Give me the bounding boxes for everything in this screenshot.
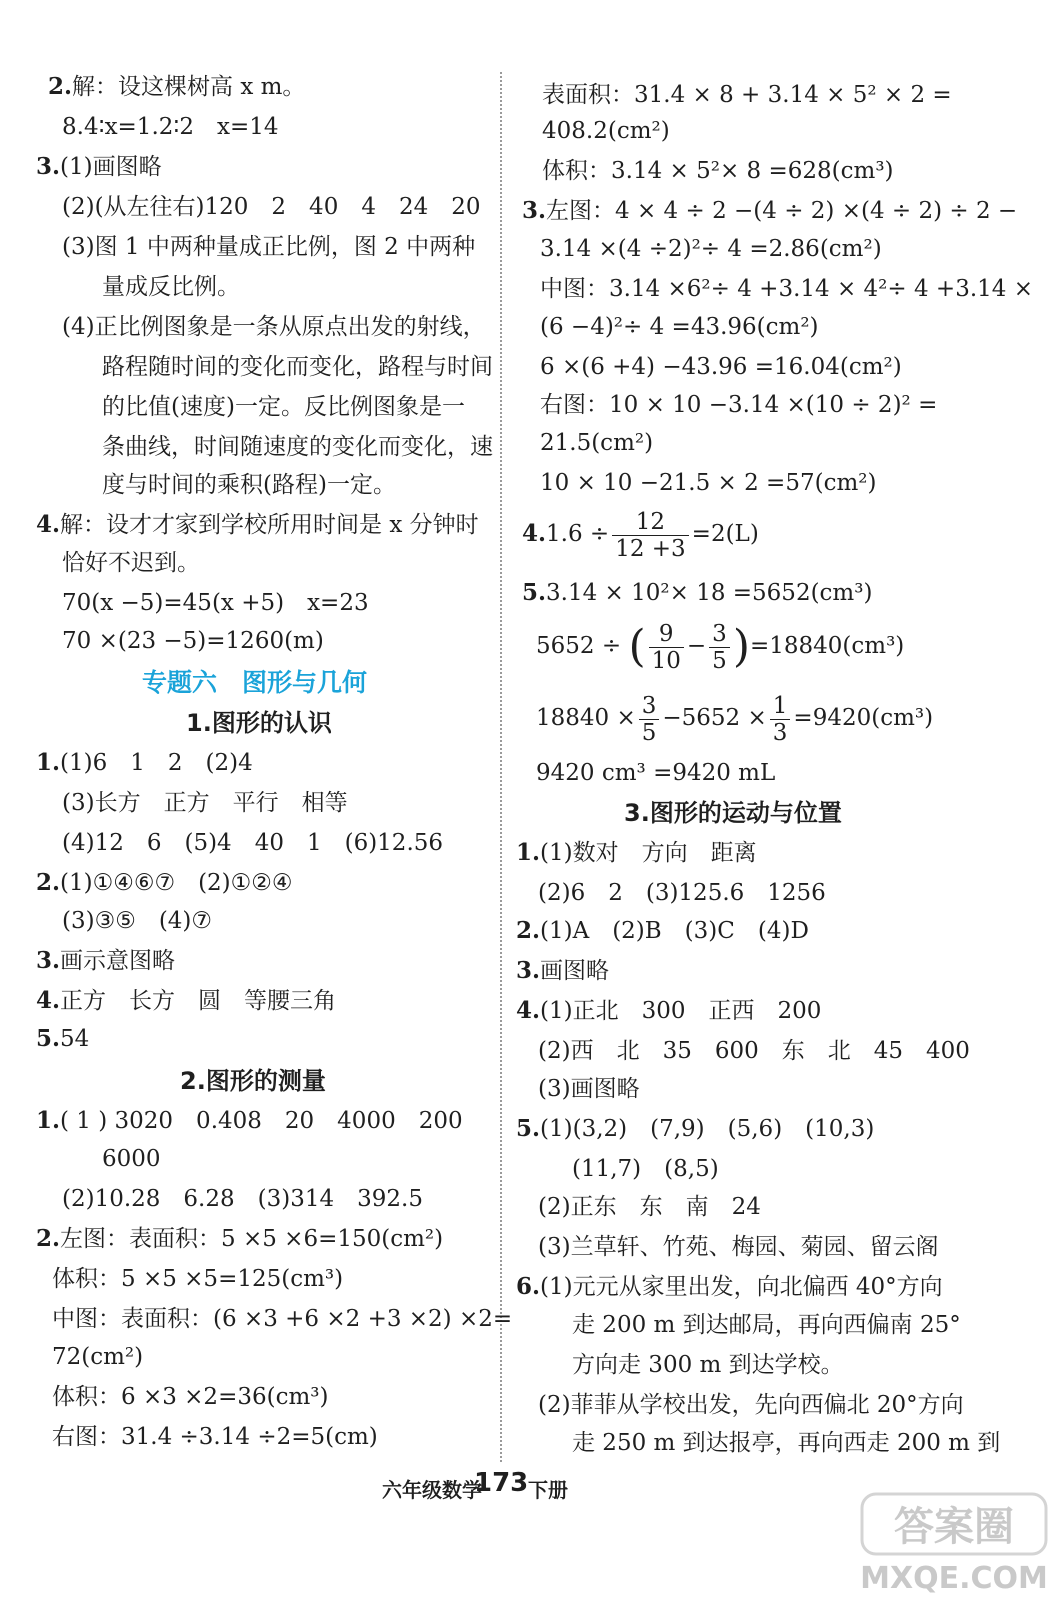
r-q5-line1: 5.3.14 × 10²× 18 =5652(cm³) [522,579,873,606]
s3-q3: 3.画图略 [516,957,610,984]
r-q5-line3: 18840 × $\frac{3}{5}$ −5652 × $\frac{1}{3}$ =9420(cm³) [536,692,934,746]
subsection-title-3: 3.图形的运动与位置 [624,799,842,827]
s3-q6-line1: 6.(1)元元从家里出发，向北偏西 40°方向 [516,1273,943,1300]
fraction: $\frac{12}{12 +3}$ [612,509,688,562]
r-q3-line2: 3.14 ×(4 ÷2)²÷ 4 =2.86(cm²) [540,236,882,262]
s1-q1-line2: (3)长方 正方 平行 相等 [62,790,348,816]
r-q3-line7: 21.5(cm²) [540,430,654,456]
s3-q6-line2: 走 200 m 到达邮局，再向西偏南 25° [572,1312,961,1338]
q3-p4a: (4)正比例图象是一条从原点出发的射线， [62,314,486,340]
column-divider [500,72,502,1462]
s2-q2-line1: 2.左图：表面积：5 ×5 ×6=150(cm²) [36,1225,444,1252]
s2-q2-line6: 右图：31.4 ÷3.14 ÷2=5(cm) [52,1424,378,1450]
fraction: $\frac{3}{5}$ [639,693,660,746]
s1-q2-line1: 2.(1)①④⑥⑦ (2)①②④ [36,869,293,896]
footer-volume: 下册 [528,1478,568,1502]
s3-q4-line3: (3)画图略 [538,1076,640,1102]
fraction: $\frac{1}{3}$ [770,693,791,746]
s3-q5-line3: (2)正东 东 南 24 [538,1194,761,1220]
subsection-title-1: 1.图形的认识 [186,709,332,737]
q4-line1: 4.解：设才才家到学校所用时间是 x 分钟时 [36,511,479,538]
q3-p4b: 路程随时间的变化而变化，路程与时间 [102,354,493,380]
s3-q1-line2: (2)6 2 (3)125.6 1256 [538,880,826,906]
q3-p2: (2)(从左往右)120 2 40 4 24 20 [62,194,481,220]
r-q3-line5: 6 ×(6 +4) −43.96 =16.04(cm²) [540,354,902,380]
q3-p3a: (3)图 1 中两种量成正比例，图 2 中两种 [62,234,476,260]
q2-line2: 8.4∶x=1.2∶2 x=14 [62,114,279,140]
s2-q2-line3: 中图：表面积：(6 ×3 +6 ×2 +3 ×2) ×2= [52,1306,513,1332]
r-q5-line4: 9420 cm³ =9420 mL [536,760,776,786]
r-q4: 4.1.6 ÷ $\frac{12}{12 +3}$ =2(L) [522,508,759,562]
q2-line1: 2.解：设这棵树高 x m。 [48,73,306,100]
r-q3-line8: 10 × 10 −21.5 × 2 =57(cm²) [540,470,877,496]
watermark-text: 答案圈 [894,1504,1014,1550]
s3-q5-line1: 5.(1)(3,2) (7,9) (5,6) (10,3) [516,1115,875,1142]
q3-p4d: 条曲线，时间随速度的变化而变化，速 [102,434,493,460]
s3-q4-line1: 4.(1)正北 300 正西 200 [516,997,822,1024]
q3-p3b: 量成反比例。 [102,274,240,300]
s1-q4: 4.正方 长方 圆 等腰三角 [36,987,337,1014]
subsection-title-2: 2.图形的测量 [180,1067,326,1095]
q3-p4e: 度与时间的乘积(路程)一定。 [102,472,396,498]
s3-q1-line1: 1.(1)数对 方向 距离 [516,839,757,866]
r-line3: 体积：3.14 × 5²× 8 =628(cm³) [542,158,894,184]
fraction: $\frac{3}{5}$ [709,621,730,674]
s3-q4-line2: (2)西 北 35 600 东 北 45 400 [538,1038,970,1064]
s3-q6-line5: 走 250 m 到达报亭，再向西走 200 m 到 [572,1430,1001,1456]
s3-q6-line4: (2)菲菲从学校出发，先向西偏北 20°方向 [538,1392,964,1418]
r-q3-line6: 右图：10 × 10 −3.14 ×(10 ÷ 2)² = [540,392,938,418]
q4-line4: 70 ×(23 −5)=1260(m) [62,628,324,654]
s1-q3: 3.画示意图略 [36,947,176,974]
s1-q5: 5.54 [36,1025,90,1052]
s2-q1-line2: 6000 [102,1146,161,1172]
watermark-domain: MXQE.COM [860,1561,1048,1596]
q4-line2: 恰好不迟到。 [62,550,200,576]
section-title: 专题六 图形与几何 [142,668,368,697]
watermark-logo [858,1488,1051,1600]
s2-q1-line1: 1.( 1 ) 3020 0.408 20 4000 200 [36,1107,463,1134]
s1-q1-line3: (4)12 6 (5)4 40 1 (6)12.56 [62,830,444,856]
s2-q1-line3: (2)10.28 6.28 (3)314 392.5 [62,1186,423,1212]
r-q5-line2: 5652 ÷ ( $\frac{9}{10}$ − $\frac{3}{5}$ )=18840(cm³) [536,620,905,674]
r-q3-line4: (6 −4)²÷ 4 =43.96(cm²) [540,314,819,340]
q4-line3: 70(x −5)=45(x +5) x=23 [62,590,369,616]
r-q3-line1: 3.左图：4 × 4 ÷ 2 −(4 ÷ 2) ×(4 ÷ 2) ÷ 2 − [522,197,1018,224]
s1-q1-line1: 1.(1)6 1 2 (2)4 [36,749,253,776]
s3-q6-line3: 方向走 300 m 到达学校。 [572,1352,844,1378]
q3-p4c: 的比值(速度)一定。反比例图象是一 [102,394,465,420]
s3-q5-line2: (11,7) (8,5) [572,1156,719,1182]
s3-q5-line4: (3)兰草轩、竹苑、梅园、菊园、留云阁 [538,1234,939,1260]
r-q3-line3: 中图：3.14 ×6²÷ 4 +3.14 × 4²÷ 4 +3.14 × [540,276,1033,302]
r-line2: 408.2(cm²) [542,118,670,144]
footer-grade: 六年级数学 [382,1478,482,1502]
s2-q2-line2: 体积：5 ×5 ×5=125(cm³) [52,1266,344,1292]
s2-q2-line4: 72(cm²) [52,1344,144,1370]
page-number: 173 [474,1468,529,1498]
s2-q2-line5: 体积：6 ×3 ×2=36(cm³) [52,1384,329,1410]
s3-q2: 2.(1)A (2)B (3)C (4)D [516,917,809,944]
r-line1: 表面积：31.4 × 8 + 3.14 × 5² × 2 = [542,82,952,108]
fraction: $\frac{9}{10}$ [649,621,684,674]
q3-p1: 3.(1)画图略 [36,153,162,180]
s1-q2-line2: (3)③⑤ (4)⑦ [62,908,213,934]
